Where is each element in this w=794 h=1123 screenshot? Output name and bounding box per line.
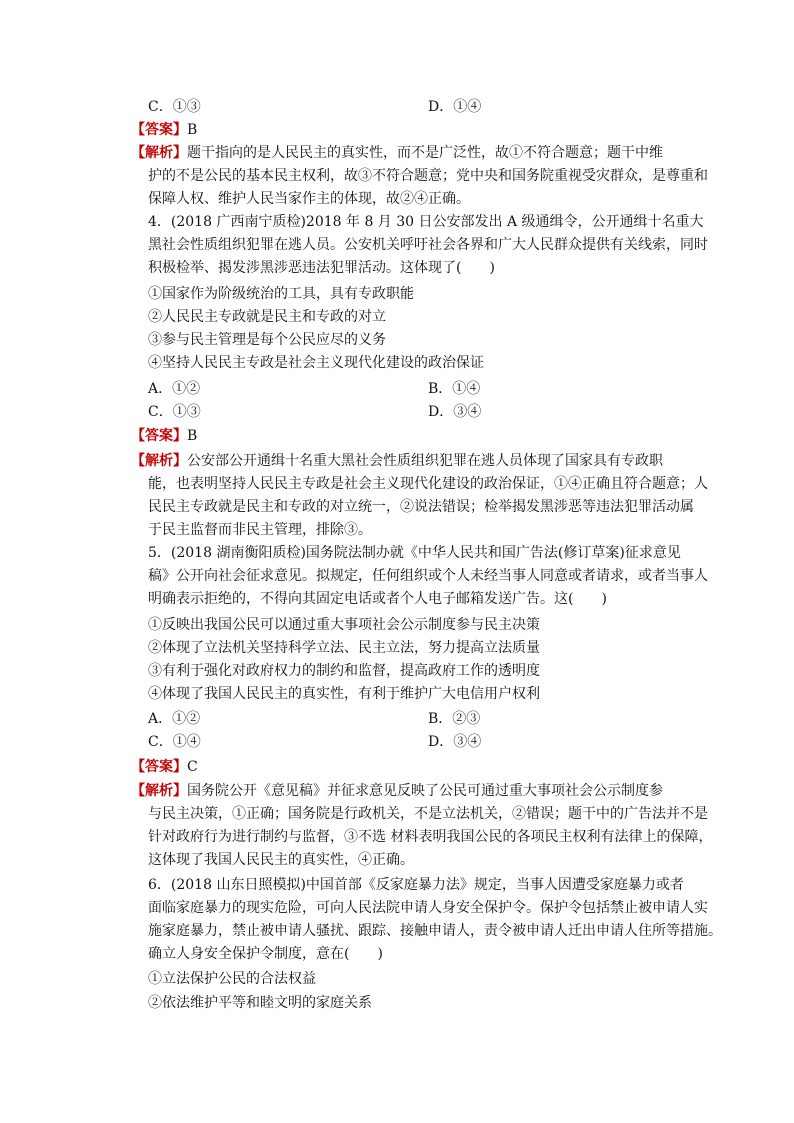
q4-statement-2: ②人民民主专政就是民主和专政的对立 (148, 309, 386, 325)
q4-analysis-line-2: 能，也表明坚持人民民主专政是社会主义现代化建设的政治保证，①④正确且符合题意；人 (148, 476, 708, 492)
q4-option-b: B．①④ (428, 381, 481, 397)
q5-analysis-line-1 (131, 780, 663, 802)
q3-analysis-line-2: 护的不是公民的基本民主权利，故③不符合题意；党中央和国务院重视受灾群众，是尊重和 (148, 168, 708, 184)
q4-statement-3: ③参与民主管理是每个公民应尽的义务 (148, 332, 386, 348)
q5-statement-2: ②体现了立法机关坚持科学立法、民主立法，努力提高立法质量 (148, 640, 540, 656)
q5-statement-1: ①反映出我国公民可以通过重大事项社会公示制度参与民主决策 (148, 617, 540, 633)
q5-option-b: B．②③ (428, 711, 481, 727)
q5-analysis-line-2: 与民主决策，①正确；国务院是行政机关，不是立法机关，②错误；题干中的广告法并不是 (148, 806, 708, 822)
q6-statement-2: ②依法维护平等和睦文明的家庭关系 (148, 995, 372, 1011)
q4-option-a: A．①② (148, 381, 201, 397)
analysis-tag: 【解析】 (131, 145, 187, 161)
q3-analysis-line-1 (131, 142, 663, 164)
q4-option-c: C．①③ (148, 404, 201, 420)
analysis-text: 公安部公开通缉十名重大黑社会性质组织犯罪在逃人员体现了国家具有专政职 (187, 453, 663, 469)
q4-statement-1: ①国家作为阶级统治的工具，具有专政职能 (148, 286, 414, 302)
q5-analysis-line-4: 这体现了我国人民民主的真实性，④正确。 (148, 852, 414, 868)
answer-value: B (187, 122, 198, 138)
q5-option-a: A．①② (148, 711, 201, 727)
q4-stem-line-1: 4．(2018 广西南宁质检)2018 年 8 月 30 日公安部发出 A 级通缉令，公开通缉十名重大 (148, 214, 704, 230)
analysis-tag: 【解析】 (131, 783, 187, 799)
q5-stem-line-1: 5．(2018 湖南衡阳质检)国务院法制办就《中华人民共和国广告法(修订草案)征求意见 (148, 545, 681, 561)
analysis-text: 题干指向的是人民民主的真实性，而不是广泛性，故①不符合题意；题干中维 (187, 145, 663, 161)
analysis-text: 国务院公开《意见稿》并征求意见反映了公民可通过重大事项社会公示制度参 (187, 783, 663, 799)
q5-stem-line-2: 稿》公开向社会征求意见。拟规定，任何组织或个人未经当事人同意或者请求，或者当事人 (148, 568, 708, 584)
q6-stem-line-1: 6．(2018 山东日照模拟)中国首部《反家庭暴力法》规定，当事人因遭受家庭暴力或者 (148, 877, 684, 893)
q5-statement-3: ③有利于强化对政府权力的制约和监督，提高政府工作的透明度 (148, 663, 540, 679)
q5-stem-line-3: 明确表示拒绝的，不得向其固定电话或者个人电子邮箱发送广告。这( ) (148, 591, 607, 607)
q5-option-c: C．①④ (148, 734, 201, 750)
q4-option-d: D．③④ (428, 404, 482, 420)
analysis-tag: 【解析】 (131, 453, 187, 469)
q5-statement-4: ④体现了我国人民民主的真实性，有利于维护广大电信用户权利 (148, 686, 540, 702)
q6-stem-line-2: 面临家庭暴力的现实危险，可向人民法院申请人身安全保护令。保护令包括禁止被申请人实 (148, 900, 708, 916)
answer-tag: 【答案】 (131, 428, 187, 444)
q4-statement-4: ④坚持人民民主专政是社会主义现代化建设的政治保证 (148, 355, 484, 371)
answer-value: C (187, 759, 198, 775)
answer-value: B (187, 428, 198, 444)
q5-option-d: D．③④ (428, 734, 482, 750)
answer-tag: 【答案】 (131, 759, 187, 775)
q6-statement-1: ①立法保护公民的合法权益 (148, 971, 316, 987)
q3-option-d: D．①④ (428, 99, 482, 115)
q3-answer (131, 119, 197, 141)
q5-analysis-line-3: 针对政府行为进行制约与监督，③不选 材料表明我国公民的各项民主权利有法律上的保障， (148, 829, 713, 845)
q3-analysis-line-3: 保障人权、维护人民当家作主的体现，故②④正确。 (148, 191, 470, 207)
q4-answer (131, 425, 197, 447)
q6-stem-line-3: 施家庭暴力，禁止被申请人骚扰、跟踪、接触申请人，责令被申请人迁出申请人住所等措施。 (148, 923, 722, 939)
q5-answer (131, 756, 198, 778)
q3-option-c: C．①③ (148, 99, 201, 115)
q6-stem-line-4: 确立人身安全保护令制度，意在( ) (148, 946, 383, 962)
answer-tag: 【答案】 (131, 122, 187, 138)
q4-analysis-line-1 (131, 450, 663, 472)
q4-analysis-line-3: 民民主专政就是民主和专政的对立统一，②说法错误；检举揭发黑涉恶等违法犯罪活动属 (148, 499, 694, 515)
q4-stem-line-3: 积极检举、揭发涉黑涉恶违法犯罪活动。这体现了( ) (148, 260, 495, 276)
q4-stem-line-2: 黑社会性质组织犯罪在逃人员。公安机关呼吁社会各界和广大人民群众提供有关线索，同时 (148, 237, 708, 253)
q4-analysis-line-4: 于民主监督而非民主管理，排除③。 (148, 522, 372, 538)
